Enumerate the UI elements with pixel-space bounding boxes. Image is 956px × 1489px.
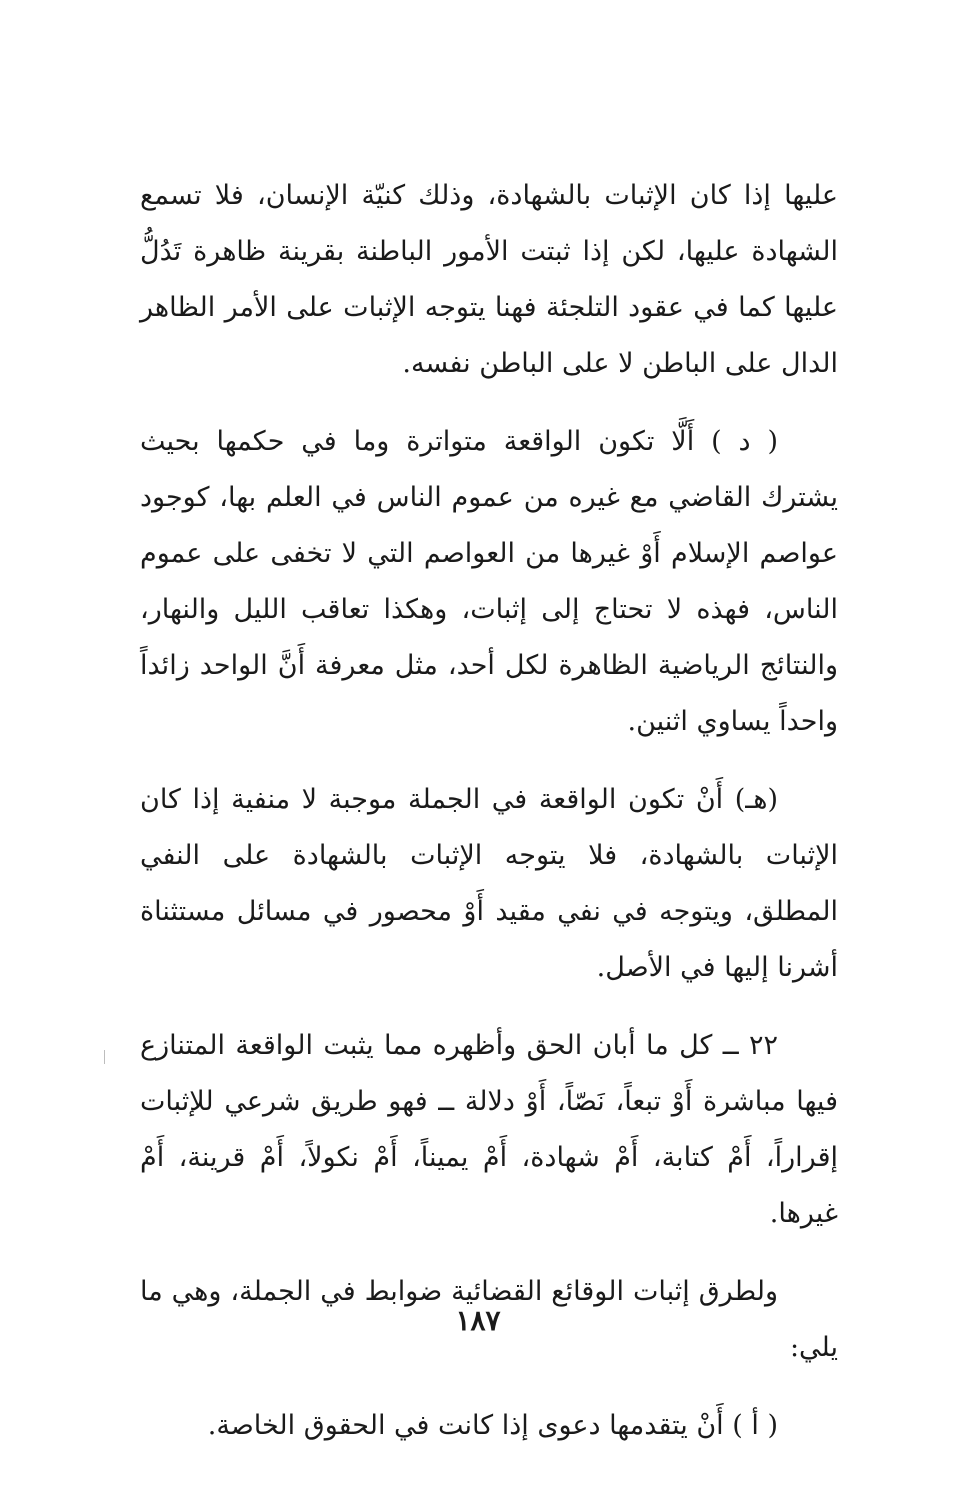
paragraph-1: عليها إذا كان الإثبات بالشهادة، وذلك كنيّة الإنسان، فلا تسمع الشهادة عليها، لكن إذا ثبتت الأمور الباطنة بقرينة ظاهرة تَدُلُّ عليها كما في عقود التلجئة فهنا يتوجه الإثبات على الأمر الظاهر الدال على الباطن لا على الباطن نفسه. bbox=[140, 180, 838, 379]
paragraph-6: ( أ ) أَنْ يتقدمها دعوى إذا كانت في الحقوق الخاصة. bbox=[207, 1410, 778, 1441]
paragraph-2: ( د ) أَلَّا تكون الواقعة متواترة وما في حكمها بحيث يشترك القاضي مع غيره من عموم الناس في العلم بها، كوجود عواصم الإسلام أَوْ غيرها من العواصم التي لا تخفى على عموم الناس، فهذه لا تحتاج إلى إثبات، وهكذا تعاقب الليل والنهار، والنتائج الرياضية الظاهرة لكل أحد، مثل معرفة أَنَّ الواحد زائداً واحداً يساوي اثنين. bbox=[140, 426, 838, 737]
margin-mark bbox=[104, 1050, 105, 1064]
paragraph-5: ولطرق إثبات الوقائع القضائية ضوابط في الجملة، وهي ما يلي: bbox=[140, 1276, 838, 1363]
page-number: ١٨٧ bbox=[455, 1304, 501, 1337]
paragraph-4: ٢٢ ــ كل ما أبان الحق وأظهره مما يثبت الواقعة المتنازع فيها مباشرة أَوْ تبعاً، نَصّاً، أَوْ دلالة ــ فهو طريق شرعي للإثبات إقراراً، أَمْ كتابة، أَمْ شهادة، أَمْ يميناً، أَمْ نكولاً، أَمْ قرينة، أَمْ غيرها. bbox=[140, 1030, 838, 1229]
paragraph-3: (هـ) أَنْ تكون الواقعة في الجملة موجبة لا منفية إذا كان الإثبات بالشهادة، فلا يتوجه الإثبات بالشهادة على النفي المطلق، ويتوجه في نفي مقيد أَوْ محصور في مسائل مستثناة أشرنا إليها في الأصل. bbox=[140, 784, 838, 983]
body-text bbox=[140, 168, 838, 1454]
